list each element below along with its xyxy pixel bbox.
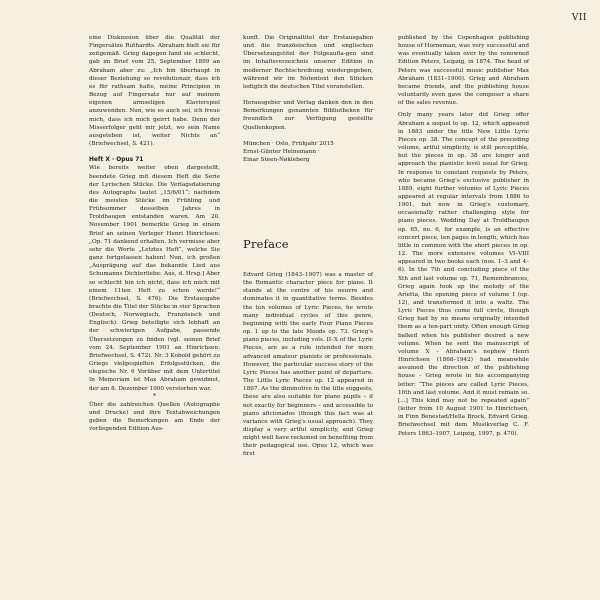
paragraph: Über die zahlreichen Quellen (Autographe und Drucke) und ihre Textabweichungen geben die Bemerkungen am Ende der vorliegenden Edition Aus- — [89, 401, 220, 433]
paragraph: Edvard Grieg (1843–1907) was a master of the Romantic character piece for piano. It stands at the centre of his oeuvre and dominates it in quantitative terms. Besides the ten volumes of Lyric Pieces, he wrote many individual cycles of this genre, beginning with the early Four Piano Pieces op. 1 up to the late Moods op. 73. Grieg’s piano pieces, including vols. II–X of the Lyric Pieces, are as a rule intended for more advanced amateur pianists or professionals. However, the particular success story of the Lyric Pieces has another point of departure. The Little Lyric Pieces op. 12 appeared in 1867. As the diminutive in the title suggests, these are also suitable for piano pupils – if not exactly for beginners – and accessible to piano aficionados (though this fact was at variance with Grieg’s usual approach). They display a very artful simplicity, and Grieg might well have reckoned on benefiting from their pedagogical use. Opus 12, which was first — [243, 272, 373, 458]
column-2 — [243, 34, 373, 164]
column-3 — [398, 34, 529, 438]
column-2-preface — [243, 271, 373, 459]
place-date: München · Oslo, Frühjahr 2015 — [243, 140, 334, 147]
paragraph: Wie bereits weiter oben dargestellt, beendete Grieg mit diesem Heft die Serie der Lyrischen Stücke. Die Verlagsdatierung des Autographs lautet „15/6/01“; nachdem die meisten Stücke im Frühling und Frühsommer desselben Jahres in Troldhaugen entstanden waren. Am 20. November 1901 bemerkte Grieg in einem Brief an seinen Verleger Henri Hinrichsen: „Op. 71 dankend erhalten. Ich vermisse aber sehr die Worte „Letztes Heft“, welche Sie ganz fortgelassen haben! Nun, ich großen „Ausprägung auf das bekannte Lied aus Schumanns Dichterliebe: Aus, d. Hrsg.] Aber so schlecht bin ich nicht, dass ich mich mit einem 11ten Heft zu schon werde!“ (Briefwechsel, S. 476). Die Erstausgabe brachte die Titel der Stücke in vier Sprachen (Deutsch, Norwegisch, Französisch und Englisch). Grieg beteiligte sich lebhaft an der schwierigen Aufgabe, passende Übersetzungen zu finden (vgl. seinen Brief vom 24. September 1901 an Hinrichsen: Briefwechsel, S. 472). Nr. 3 Kobold gehört zu Griegs vielgespielten Erfolgsstücken, die elegische Nr. 6 Vorüber mit dem Untertitel In Memoriam ist Max Abraham gewidmet, der am 8. Dezember 1900 verstorben war. — [89, 165, 220, 392]
preface-title: Preface — [243, 237, 289, 251]
asterisk-divider: * — [153, 392, 156, 400]
paragraph: Herausgeber und Verlag danken den in den Bemerkungen genannten Bibliotheken für freundlich zur Verfügung gestellte Quellenkopien. — [243, 100, 373, 131]
paragraph: eine Diskussion über die Qualität der Fingersätze Ruthardts. Abraham hielt sie für zeitgemäß. Grieg dagegen fand sie schlecht, gab im Brief vom 25. September 1899 an Abraham aber zu: „Ich bin überhaupt in dieser Beziehung so revolutionair, dass ich es für rathsam halte, meine Principien in Bezug auf Fingersatz nur auf meinem eigenen armseligen Klavierspiel anzuwenden. Nun, wie es auch sei, ich freue mich, dass ich mich geirrt habe. Denn der Misserfolger geht mir jetzt, wo sein Name ausgeteben ist, weiter Nichts an“ (Briefwechsel, S. 421). — [89, 35, 220, 148]
author-line: Einar Steen-Nøkleberg — [243, 157, 310, 164]
author-line: Ernst-Günter Heinemann · — [243, 148, 320, 155]
paragraph: published by the Copenhagen publishing house of Horneman, was very successful and was eventually taken over by the renowned Edition Peters, Leipzig, in 1874. The head of Peters was successful music publisher Max Abraham (1831–1900). Grieg and Abraham became friends, and the publishing house voluntarily even gave the composer a share of the sales revenue. — [398, 35, 529, 107]
paragraph: kunft. Die Originaltitel der Erstausgaben und die französischen und englischen Übersetzungstitel der Folgeaufla-gen sind im Inhaltsverzeichnis unserer Edition in moderner Rechtschreibung wiedergegeben, während wir im Notentext den Stücken lediglich die deutschen Titel voranstellen. — [243, 35, 373, 90]
page-number: VII — [571, 13, 587, 23]
section-heading: Heft X · Opus 71 — [89, 157, 144, 164]
column-1 — [89, 34, 220, 434]
paragraph: Only many years later did Grieg offer Abraham a sequel to op. 12, which appeared in 1883 under the title New Little Lyric Pieces op. 38. The concept of the preceding volume, artful simplicity, is still perceptible, but the pieces in op. 38 are longer and approach the pianistic level usual for Grieg. In response to constant requests by Peters, who became Grieg’s exclusive publisher in 1889, eight further volumes of Lyric Pieces appeared at regular intervals from 1886 to 1901, but now in Grieg’s customary, occasionally rather challenging style for piano pieces. Wedding Day at Troldhaugen op. 65, no. 6, for example, is an effective concert piece, ten pages in length, which has little in common with the short pieces in op. 12. The more extensive volumes VI–VIII appeared in two books each (nos. 1–3 and 4–6). In the 7th and concluding piece of the Xth and last volume op. 71, Remembrances, Grieg again took up the melody of the Arietta, the opening piece of volume I (op. 12), and transformed it into a waltz. The Lyric Pieces thus come full circle, though Grieg had by no means originally intended them as a ten-part unity. Often enough Grieg balked when his publisher desired a new volume. When he sent the manuscript of volume X – Abraham’s nephew Henri Hinrichsen (1868–1942) had meanwhile assumed the direction of the publishing house – Grieg wrote in his accompanying letter: “The pieces are called Lyric Pieces, 10th and last volume. And it must remain so. [...] This kind may not be repeated again” (letter from 10 August 1901 to Hinrichsen, in Finn Benestad/Hella Brock, Edvard Grieg. Briefwechsel mit dem Musikverlag C. F. Peters 1863–1907, Leipzig, 1997, p. 470). — [398, 112, 529, 437]
